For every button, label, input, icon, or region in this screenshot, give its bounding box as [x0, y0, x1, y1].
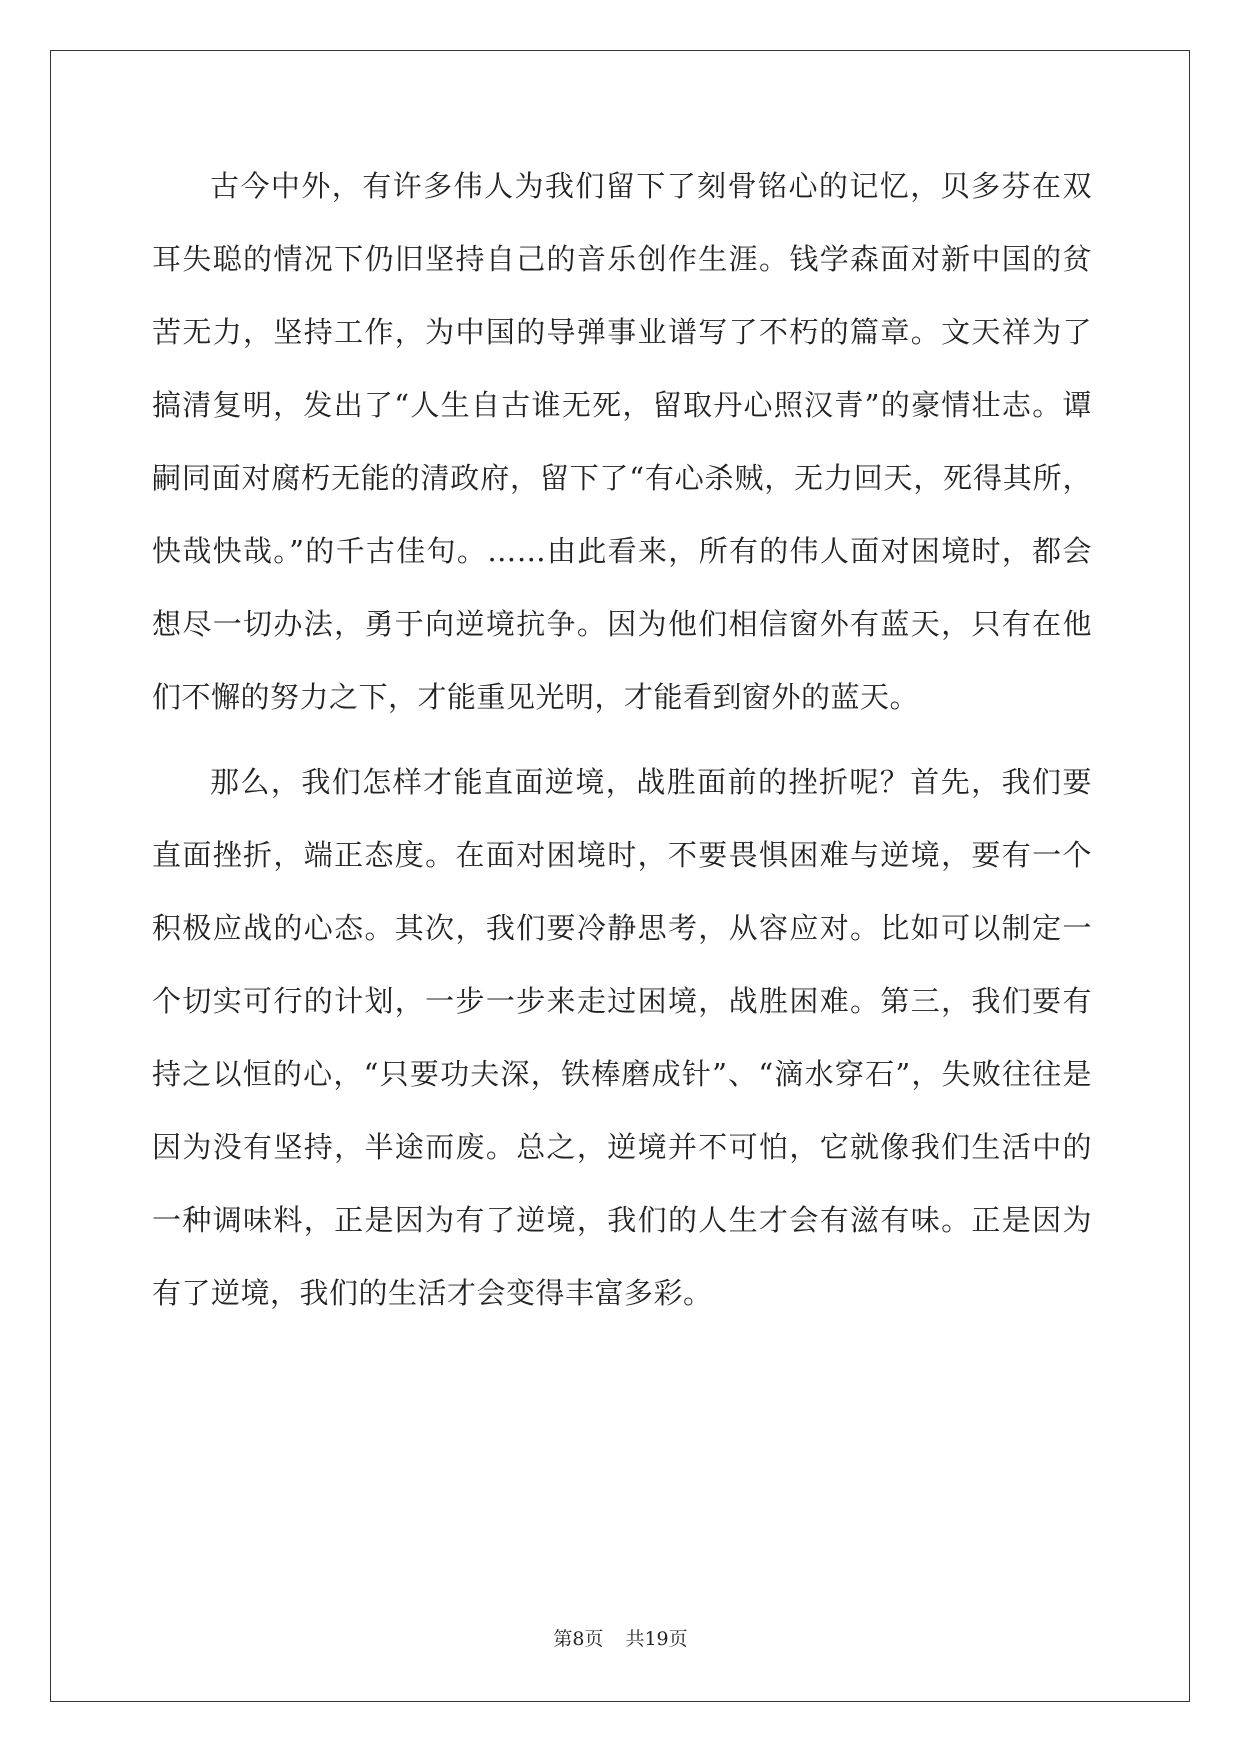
paragraph-2: 那么，我们怎样才能直面逆境，战胜面前的挫折呢？首先，我们要直面挫折，端正态度。在面对困境时，不要畏惧困难与逆境，要有一个积极应战的心态。其次，我们要冷静思考，从容应对。比如可以制定一个切实可行的计划，一步一步来走过困境，战胜困难。第三，我们要有持之以恒的心，“只要功夫深，铁棒磨成针”、“滴水穿石”，失败往往是因为没有坚持，半途而废。总之，逆境并不可怕，它就像我们生活中的一种调味料，正是因为有了逆境，我们的人生才会有滋有味。正是因为有了逆境，我们的生活才会变得丰富多彩。	[152, 765, 1092, 1310]
document-body	[152, 150, 1092, 1342]
paragraph-1: 古今中外，有许多伟人为我们留下了刻骨铭心的记忆，贝多芬在双耳失聪的情况下仍旧坚持自己的音乐创作生涯。钱学森面对新中国的贫苦无力，坚持工作，为中国的导弹事业谱写了不朽的篇章。文天祥为了搞清复明，发出了“人生自古谁无死，留取丹心照汉青”的豪情壮志。谭嗣同面对腐朽无能的清政府，留下了“有心杀贼，无力回天，死得其所，快哉快哉。”的千古佳句。……由此看来，所有的伟人面对困境时，都会想尽一切办法，勇于向逆境抗争。因为他们相信窗外有蓝天，只有在他们不懈的努力之下，才能重见光明，才能看到窗外的蓝天。	[152, 169, 1092, 714]
page-total: 共19页	[625, 1628, 688, 1650]
page-footer	[0, 1624, 1241, 1651]
page-number: 第8页	[553, 1628, 604, 1650]
